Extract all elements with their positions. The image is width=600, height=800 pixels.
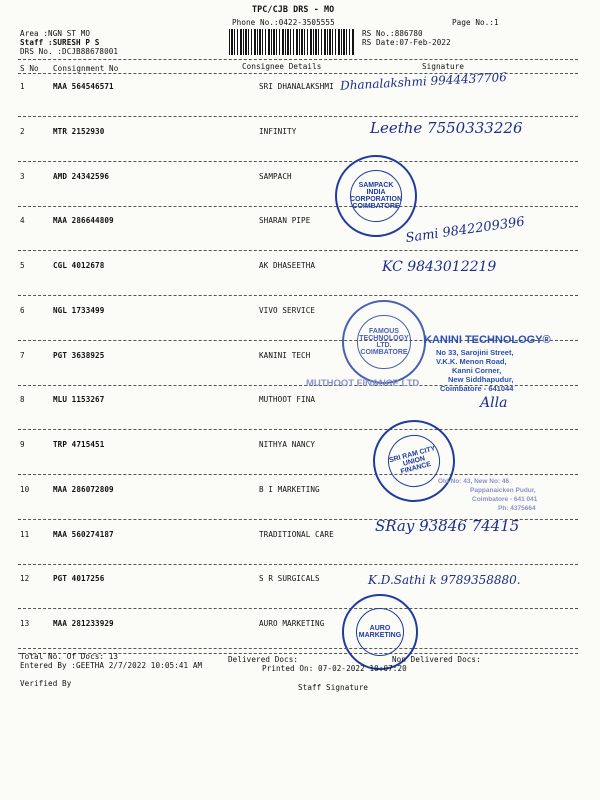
row-sno: 1 [20, 82, 25, 91]
page-number: Page No.:1 [452, 18, 499, 27]
row-consignee: SRI DHANALAKSHMI [259, 82, 334, 91]
signature-8: Alla [480, 395, 508, 411]
sampack-stamp: SAMPACK INDIA CORPORATION COIMBATORE [335, 155, 417, 237]
row-consignment: MAA 281233929 [53, 619, 114, 628]
table-row [0, 172, 600, 182]
row-consignment: MLU 1153267 [53, 395, 105, 404]
kanini-stamp-line: No 33, Sarojini Street, [436, 348, 514, 357]
row-consignment: MAA 286644809 [53, 216, 114, 225]
row-divider [18, 206, 578, 207]
verified-by: Verified By [20, 679, 72, 688]
entered-by: Entered By :GEETHA 2/7/2022 10:05:41 AM [20, 661, 203, 670]
row-divider [18, 161, 578, 162]
signature-4: Sami 9842209396 [404, 214, 526, 247]
row-consignee: NITHYA NANCY [259, 440, 316, 449]
staff-label: Staff :SURESH P S [20, 38, 100, 47]
row-consignment: MAA 564546571 [53, 82, 114, 91]
row-consignment: PGT 4017256 [53, 574, 105, 583]
row-consignment: MAA 560274187 [53, 530, 114, 539]
row-divider [18, 250, 578, 251]
row-consignee: INFINITY [259, 127, 297, 136]
row-divider [18, 429, 578, 430]
col-consignment: Consignment No [53, 64, 119, 73]
row-divider [18, 474, 578, 475]
kanini-stamp-line: New Siddhapudur, [448, 375, 514, 384]
row-consignee: AK DHASEETHA [259, 261, 316, 270]
row-consignment: CGL 4012678 [53, 261, 105, 270]
delivered-docs: Delivered Docs: [228, 655, 299, 664]
row-sno: 9 [20, 440, 25, 449]
kanini-stamp-title: KANINI TECHNOLOGY® [424, 334, 551, 346]
muthoot-stamp: MUTHOOT FINANCE LTD [306, 378, 420, 389]
row-sno: 13 [20, 619, 30, 628]
row-sno: 3 [20, 172, 25, 181]
auro-stamp: AURO MARKETING [342, 594, 418, 670]
row-divider [18, 116, 578, 117]
phone-number: Phone No.:0422-3505555 [232, 18, 335, 27]
row-consignee: AURO MARKETING [259, 619, 325, 628]
col-consignee: Consignee Details [242, 62, 322, 71]
divider [18, 59, 578, 60]
row-sno: 8 [20, 395, 25, 404]
row-sno: 4 [20, 216, 25, 225]
row-sno: 5 [20, 261, 25, 270]
row-consignee: SHARAN PIPE [259, 216, 311, 225]
table-row [0, 440, 600, 450]
row-sno: 7 [20, 351, 25, 360]
row-consignment: MTR 2152930 [53, 127, 105, 136]
row-consignment: PGT 3638925 [53, 351, 105, 360]
row-consignee: MUTHOOT FINA [259, 395, 316, 404]
signature-5: KC 9843012219 [382, 259, 497, 275]
row-sno: 6 [20, 306, 25, 315]
row-consignee: SAMPACH [259, 172, 292, 181]
rs-number: RS No.:886780 [362, 29, 423, 38]
bi-stamp-line: Old No: 43, New No: 46 [438, 478, 510, 485]
bi-stamp-line: Ph: 4375664 [498, 505, 536, 512]
area-label: Area :NGN ST MO [20, 29, 91, 38]
sriram-stamp: SRI RAM CITY UNION FINANCE [364, 411, 464, 511]
col-signature: Signature [422, 62, 465, 71]
row-divider [18, 564, 578, 565]
kanini-stamp-line: Kanni Corner, [452, 366, 502, 375]
sheet-title: TPC/CJB DRS - MO [252, 4, 335, 14]
row-consignee: B I MARKETING [259, 485, 320, 494]
row-sno: 12 [20, 574, 30, 583]
row-sno: 10 [20, 485, 30, 494]
staff-signature: Staff Signature [298, 683, 369, 692]
row-divider [18, 608, 578, 609]
row-consignee: VIVO SERVICE [259, 306, 316, 315]
rs-date: RS Date:07-Feb-2022 [362, 38, 451, 47]
row-sno: 2 [20, 127, 25, 136]
table-row [0, 306, 600, 316]
signature-2: Leethe 7550333226 [370, 119, 523, 137]
row-consignment: NGL 1733499 [53, 306, 105, 315]
signature-1: Dhanalakshmi 9944437706 [339, 70, 508, 93]
row-sno: 11 [20, 530, 30, 539]
signature-12: K.D.Sathi k 9789358880. [368, 573, 521, 587]
signature-11: SRay 93846 74415 [375, 517, 520, 535]
printed-on: Printed On: 07-02-2022 10:07:20 [262, 664, 407, 673]
row-consignee: KANINI TECH [259, 351, 311, 360]
famous-tech-stamp: FAMOUS TECHNOLOGY LTD. COIMBATORE [342, 300, 426, 384]
barcode-image [229, 29, 354, 55]
row-consignee: S R SURGICALS [259, 574, 320, 583]
col-sno: S No [20, 64, 39, 73]
table-row [0, 619, 600, 629]
bi-stamp-line: Coimbatore - 641 041 [472, 496, 538, 503]
divider [18, 648, 578, 649]
non-delivered-docs: Non Delivered Docs: [392, 655, 481, 664]
bi-stamp-line: Pappanaicken Pudur, [470, 487, 536, 494]
table-row [0, 395, 600, 405]
row-consignee: TRADITIONAL CARE [259, 530, 334, 539]
row-consignment: TRP 4715451 [53, 440, 105, 449]
total-docs: Total No. Of Docs: 13 [20, 652, 119, 661]
row-consignment: MAA 286072809 [53, 485, 114, 494]
row-consignment: AMD 24342596 [53, 172, 110, 181]
drs-number: DRS No. :DCJB88678001 [20, 47, 119, 56]
kanini-stamp-line: V.K.K. Menon Road, [436, 357, 507, 366]
kanini-stamp-line: Coimbatore - 641044 [440, 384, 514, 393]
row-divider [18, 295, 578, 296]
